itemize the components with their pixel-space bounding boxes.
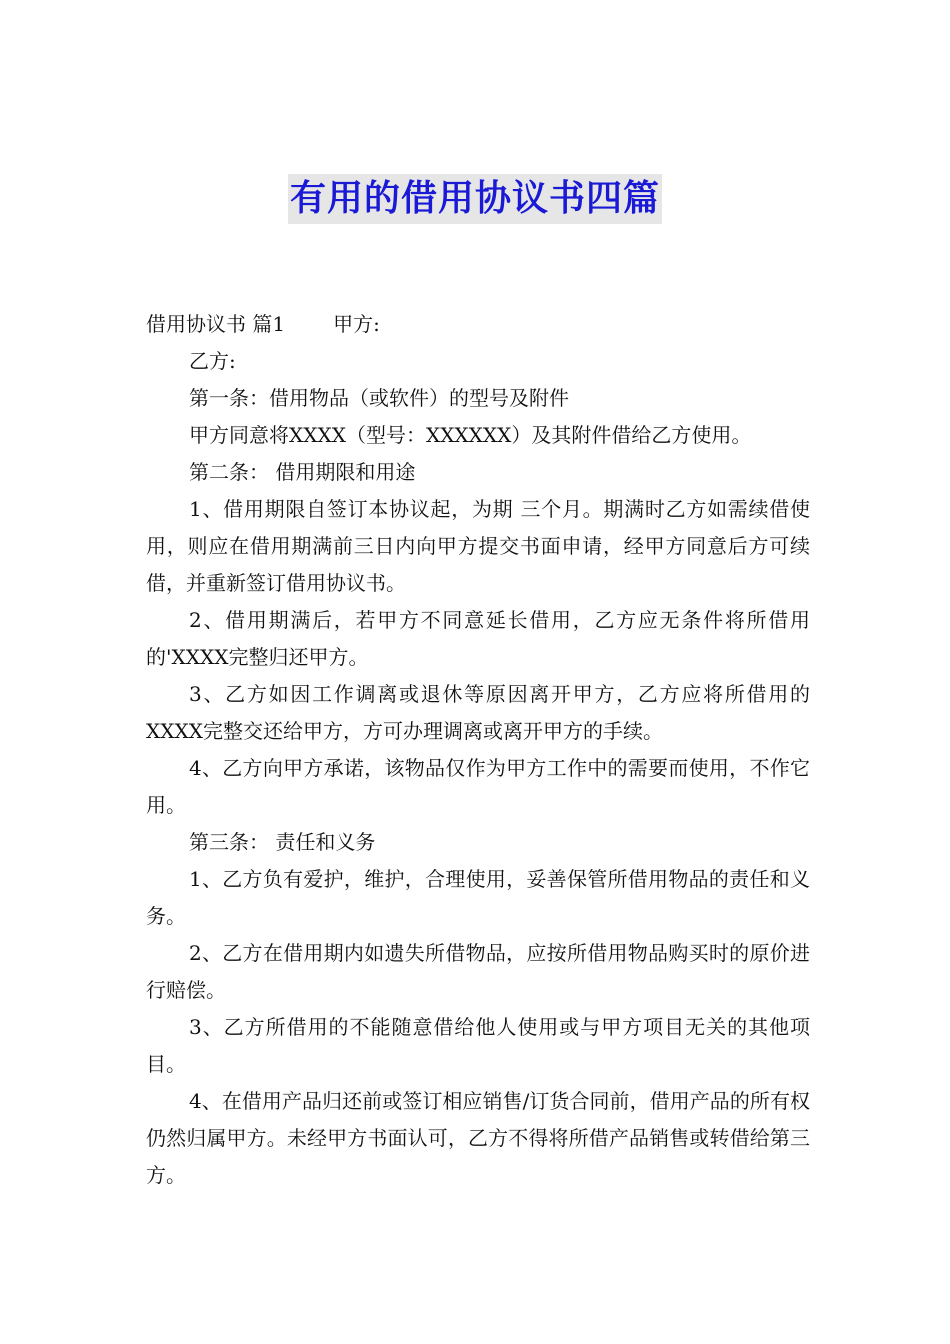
paragraph: 3、乙方如因工作调离或退休等原因离开甲方，乙方应将所借用的XXXX完整交还给甲方，方可办理调离或离开甲方的手续。 (146, 682, 810, 743)
paragraph: 2、借用期满后，若甲方不同意延长借用，乙方应无条件将所借用的'XXXX完整归还甲方。 (146, 608, 810, 669)
paragraph: 3、乙方所借用的不能随意借给他人使用或与甲方项目无关的其他项目。 (146, 1015, 810, 1076)
paragraph: 第三条： 责任和义务 (189, 830, 376, 854)
paragraph: 2、乙方在借用期内如遗失所借物品，应按所借用物品购买时的原价进行赔偿。 (146, 941, 810, 1002)
paragraph: 乙方: (189, 349, 236, 373)
document-body (146, 306, 810, 1194)
paragraph: 1、乙方负有爱护，维护，合理使用，妥善保管所借用物品的责任和义务。 (146, 867, 810, 928)
section-heading-line (146, 306, 810, 343)
paragraph: 4、乙方向甲方承诺，该物品仅作为甲方工作中的需要而使用，不作它用。 (146, 756, 810, 817)
agreement-heading: 借用协议书 篇1 (146, 312, 286, 336)
title-container (0, 174, 950, 224)
paragraph: 甲方同意将XXXX（型号：XXXXXX）及其附件借给乙方使用。 (189, 423, 752, 447)
paragraph: 4、在借用产品归还前或签订相应销售/订货合同前，借用产品的所有权仍然归属甲方。未经甲方书面认可，乙方不得将所借产品销售或转借给第三方。 (146, 1089, 810, 1187)
paragraph: 1、借用期限自签订本协议起，为期 三个月。期满时乙方如需续借使用，则应在借用期满前三日内向甲方提交书面申请，经甲方同意后方可续借，并重新签订借用协议书。 (146, 497, 810, 595)
paragraph: 第一条：借用物品（或软件）的型号及附件 (189, 386, 569, 410)
party-a-label: 甲方: (333, 312, 380, 336)
paragraph: 第二条： 借用期限和用途 (189, 460, 416, 484)
document-title: 有用的借用协议书四篇 (288, 174, 662, 224)
